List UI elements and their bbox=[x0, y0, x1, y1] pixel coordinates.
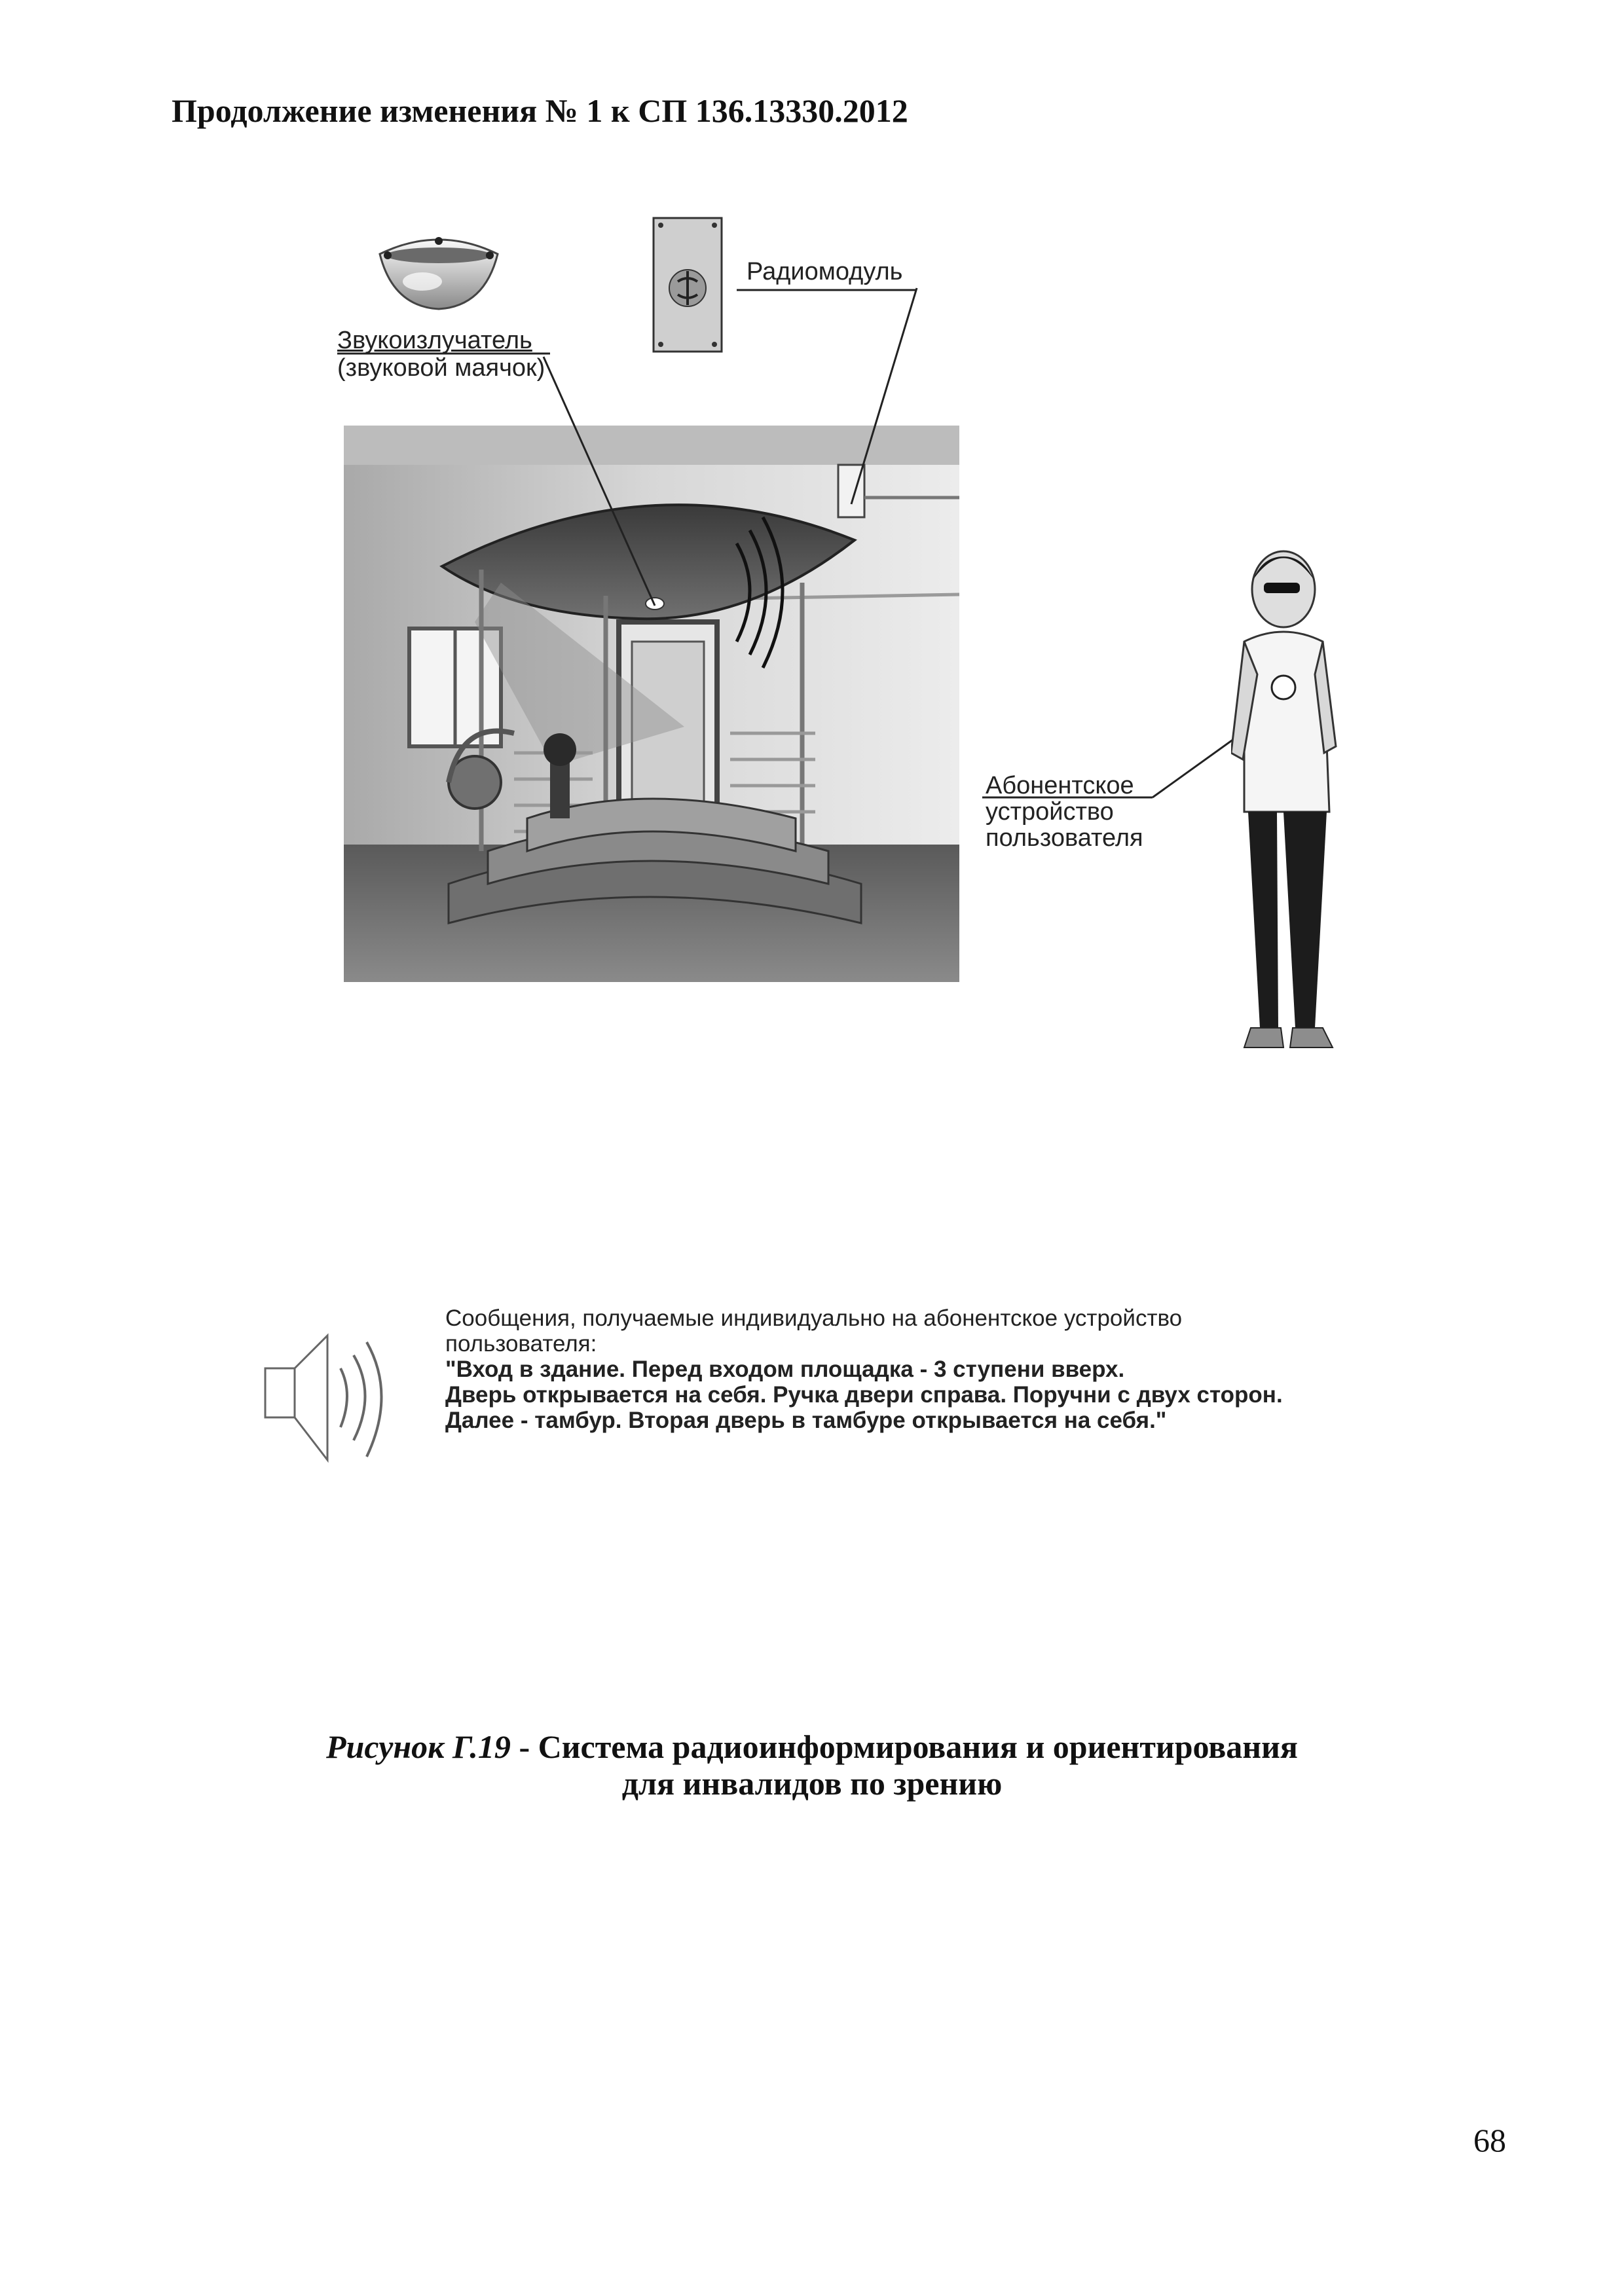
message-line1: "Вход в здание. Перед входом площадка - 3 ступени вверх. bbox=[445, 1357, 1125, 1382]
speaker-icon bbox=[262, 1322, 393, 1473]
label-radio-module: Радиомодуль bbox=[747, 258, 903, 285]
label-device-line1: Абонентское bbox=[986, 772, 1134, 799]
radio-message-block bbox=[445, 1305, 1401, 1433]
page-number: 68 bbox=[1473, 2122, 1506, 2159]
figure-ref: Рисунок Г.19 bbox=[326, 1728, 511, 1765]
figure-caption bbox=[0, 1728, 1624, 1802]
label-device-line2: устройство bbox=[986, 798, 1114, 826]
message-intro-line2: пользователя: bbox=[445, 1331, 597, 1357]
message-line3: Далее - тамбур. Вторая дверь в тамбуре открывается на себя." bbox=[445, 1408, 1167, 1433]
person-illustration bbox=[1231, 543, 1349, 1054]
label-device-line3: пользователя bbox=[986, 824, 1143, 852]
caption-dash: - bbox=[510, 1728, 538, 1765]
page-header: Продолжение изменения № 1 к СП 136.13330.2012 bbox=[172, 92, 908, 129]
caption-title-line1: Система радиоинформирования и ориентирования bbox=[538, 1728, 1298, 1765]
caption-title-line2: для инвалидов по зрению bbox=[621, 1765, 1003, 1802]
message-intro-line1: Сообщения, получаемые индивидуально на абонентское устройство bbox=[445, 1305, 1183, 1331]
message-line2: Дверь открывается на себя. Ручка двери справа. Поручни с двух сторон. bbox=[445, 1382, 1283, 1408]
label-emitter-line2: (звуковой маячок) bbox=[337, 354, 545, 382]
label-emitter-line1: Звукоизлучатель bbox=[337, 327, 532, 354]
